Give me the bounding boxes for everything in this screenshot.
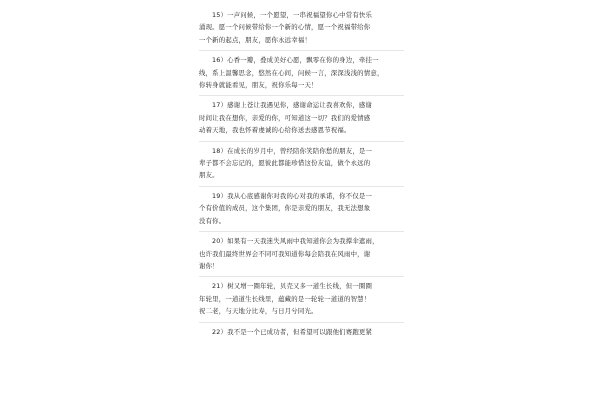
entry-18 [199, 142, 404, 187]
text-line: 19）我从心底感谢你对我的心对我的承诺，你不仅是一 [212, 191, 373, 200]
text-line: 辈子都不会忘记的，愿彼此都能珍惜这份友谊，做个永远的 [199, 159, 371, 168]
text-line: 16）心香一瓣，叠成美好心愿，飘零在你的身边，牵挂一 [212, 56, 379, 65]
text-line: 20）如果有一天我迷失风雨中我知道你会为我撑伞遮雨， [212, 237, 379, 246]
text-line: 15）一声问候，一个愿望，一串祝福望你心中常有快乐 [212, 11, 373, 19]
text-line: 祝二老，与天地分比寿，与日月兮同光。 [199, 307, 318, 316]
text-line: 个有价值的成员，这个集团，你是亲爱的朋友，我无法想象 [199, 204, 371, 213]
entry-19 [199, 187, 404, 232]
text-line: 年轮里，一道道生长线里，蕴藏的是一轮轮一道道的智慧！ [199, 294, 371, 303]
text-line: 你转身就能看见，朋友，祝你乐每一天！ [199, 81, 318, 90]
text-line: 一个新的起点，朋友，愿你永远幸福！ [199, 35, 312, 44]
entry-15 [199, 6, 404, 51]
entry-20 [199, 232, 404, 277]
text-line: 朋友。 [199, 171, 219, 180]
text-line: 谢你！ [199, 261, 219, 270]
text-line: 21）树又增一圈年轮，贝壳又多一道生长线，但一圈圈 [212, 282, 373, 291]
document-page [199, 6, 404, 342]
entry-17 [199, 96, 404, 141]
entry-22 [199, 323, 404, 342]
entry-21 [199, 277, 404, 322]
text-line: 没有你。 [199, 216, 226, 225]
text-line: 18）在成长的岁月中，曾经陪你笑陪你愁的朋友，是一 [212, 146, 373, 155]
text-line: 22）我不是一个已成功者，但希望可以跟他们赛跑更紧 [212, 327, 373, 336]
text-line: 也许我们最终世界会不同可我知道你每会陪我在风雨中，谢 [199, 249, 371, 258]
entry-16 [199, 51, 404, 96]
text-line: 涌现。愿一个问候带给你一个新的心情，愿一个祝福带给你 [199, 23, 371, 32]
text-line: 动着天地，我也怀着虔诚的心给你送去感恩节祝福。 [199, 126, 351, 135]
text-line: 17）感谢上苍让我遇见你，感谢命运让我喜欢你，感谢 [212, 101, 373, 110]
text-line: 时间让我在想你，亲爱的你，可知道这一切？我们的爱情感 [199, 113, 371, 122]
text-line: 线，系上温馨思念，悠然在心间，问候一言，深深浅浅的情意， [199, 68, 384, 77]
